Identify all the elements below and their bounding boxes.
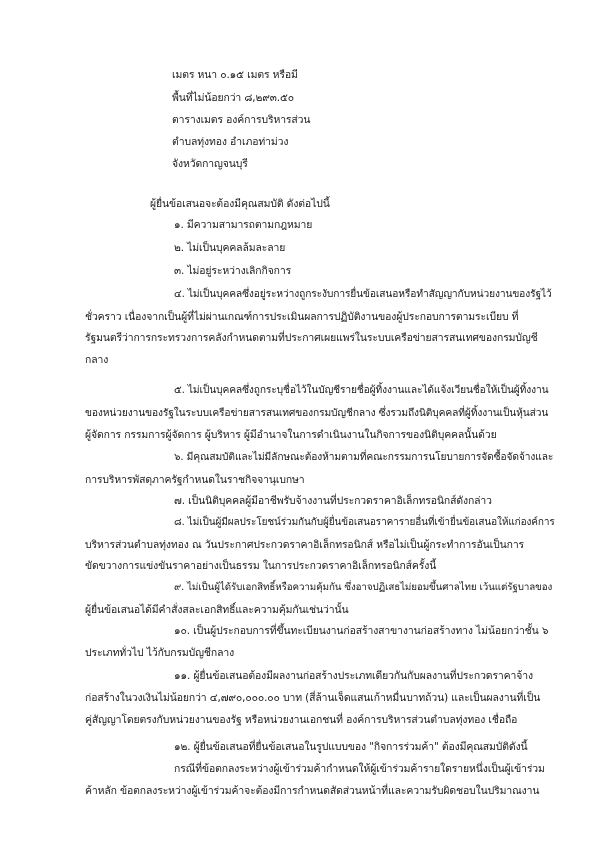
item-10-line-2: ประเภททั่วไป ไว้กับกรมบัญชีกลาง	[85, 647, 235, 659]
item-11-line-1: ๑๑. ผู้ยื่นข้อเสนอต้องมีผลงานก่อสร้างประเภทเดียวกันกับผลงานที่ประกวดราคาจ้าง	[174, 670, 533, 682]
item-5-line-3: ผู้จัดการ กรรมการผู้จัดการ ผู้บริหาร ผู้มีอำนาจในการดำเนินงานในกิจการของนิติบุคคลนั้นด้วย	[85, 429, 497, 441]
item-7: ๗. เป็นนิติบุคคลผู้มีอาชีพรับจ้างงานที่ประกวดราคาอิเล็กทรอนิกส์ดังกล่าว	[174, 495, 492, 507]
item-4-line-2: ชั่วคราว เนื่องจากเป็นผู้ที่ไม่ผ่านเกณฑ์การประเมินผลการปฏิบัติงานของผู้ประกอบการตามระเบียบ ที่	[85, 311, 519, 323]
header-line-1: เมตร หนา ๐.๑๕ เมตร หรือมี	[172, 69, 298, 81]
item-6-line-1: ๖. มีคุณสมบัติและไม่มีลักษณะต้องห้ามตามที่คณะกรรมการนโยบายการจัดซื้อจัดจ้างและ	[174, 452, 554, 463]
item-1: ๑. มีความสามารถตามกฎหมาย	[174, 219, 313, 231]
item-8-line-1: ๘. ไม่เป็นผู้มีผลประโยชน์ร่วมกันกับผู้ยื่นข้อเสนอราคารายอื่นที่เข้ายื่นข้อเสนอให้แก่องค์การ	[174, 517, 555, 528]
item-9-line-1: ๙. ไม่เป็นผู้ได้รับเอกสิทธิ์หรือความคุ้มกัน ซึ่งอาจปฏิเสธไม่ยอมขึ้นศาลไทย เว้นแต่รัฐบาลของ	[174, 582, 553, 593]
item-4-line-3: รัฐมนตรีว่าการกระทรวงการคลังกำหนดตามที่ประกาศเผยแพร่ในระบบเครือข่ายสารสนเทศของกรมบัญชี	[85, 332, 538, 344]
item-9-line-2: ผู้ยื่นข้อเสนอได้มีคำสั่งสละเอกสิทธิ์และความคุ้มกันเช่นว่านั้น	[85, 604, 349, 616]
item-5-line-1: ๕. ไม่เป็นบุคคลซึ่งถูกระบุชื่อไว้ในบัญชีรายชื่อผู้ทิ้งงานและได้แจ้งเวียนชื่อให้เป็นผู้ทิ้งงาน	[174, 385, 549, 396]
header-line-4: ตำบลทุ่งทอง อำเภอท่าม่วง	[172, 136, 289, 148]
header-line-3: ตารางเมตร องค์การบริหารส่วน	[172, 114, 311, 126]
header-line-5: จังหวัดกาญจนบุรี	[172, 158, 248, 170]
item-10-line-1: ๑๐. เป็นผู้ประกอบการที่ขึ้นทะเบียนงานก่อสร้างสาขางานก่อสร้างทาง ไม่น้อยกว่าชั้น ๖	[174, 625, 549, 637]
header-line-2: พื้นที่ไม่น้อยกว่า ๘,๒๙๓.๕๐	[172, 92, 294, 104]
item-5-line-2: ของหน่วยงานของรัฐในระบบเครือข่ายสารสนเทศของกรมบัญชีกลาง ซึ่งรวมถึงนิติบุคคลที่ผู้ทิ้งงานเป็นหุ้นส่วน	[85, 408, 549, 419]
item-8-line-2: บริหารส่วนตำบลทุ่งทอง ณ วันประกาศประกวดราคาอิเล็กทรอนิกส์ หรือไม่เป็นผู้กระทำการอันเป็นการ	[85, 539, 525, 551]
item-8-line-3: ขัดขวางการแข่งขันราคาอย่างเป็นธรรม ในการประกวดราคาอิเล็กทรอนิกส์ครั้งนี้	[85, 560, 437, 572]
item-6-line-2: การบริหารพัสดุภาครัฐกำหนดในราชกิจจานุเบกษา	[85, 474, 305, 486]
item-2: ๒. ไม่เป็นบุคคลล้มละลาย	[174, 242, 286, 254]
item-11-line-2: ก่อสร้างในวงเงินไม่น้อยกว่า ๔,๗๙๐,๐๐๐.๐๐ บาท (สี่ล้านเจ็ดแสนเก้าหมื่นบาทถ้วน) และเป็นผลงานที่เป็น	[85, 692, 541, 704]
item-12-line-1: ๑๒. ผู้ยื่นข้อเสนอที่ยื่นข้อเสนอในรูปแบบของ "กิจการร่วมค้า" ต้องมีคุณสมบัติดังนี้	[174, 741, 528, 753]
item-12-line-2: กรณีที่ข้อตกลงระหว่างผู้เข้าร่วมค้ากำหนดให้ผู้เข้าร่วมค้ารายใดรายหนึ่งเป็นผู้เข้าร่วม	[174, 763, 545, 775]
item-4-line-4: กลาง	[85, 354, 109, 366]
item-4-line-1: ๔. ไม่เป็นบุคคลซึ่งอยู่ระหว่างถูกระงับการยื่นข้อเสนอหรือทำสัญญากับหน่วยงานของรัฐไว้	[174, 289, 552, 300]
qualifications-heading: ผู้ยื่นข้อเสนอจะต้องมีคุณสมบัติ ดังต่อไปนี้	[150, 198, 330, 210]
item-11-line-3: คู่สัญญาโดยตรงกับหน่วยงานของรัฐ หรือหน่วยงานเอกชนที่ องค์การบริหารส่วนตำบลทุ่งทอง เชื่อถือ	[85, 714, 518, 726]
item-12-line-3: ค้าหลัก ข้อตกลงระหว่างผู้เข้าร่วมค้าจะต้องมีการกำหนดสัดส่วนหน้าที่และความรับผิดชอบในปริมาณงาน	[85, 785, 540, 797]
item-3: ๓. ไม่อยู่ระหว่างเลิกกิจการ	[174, 265, 292, 277]
